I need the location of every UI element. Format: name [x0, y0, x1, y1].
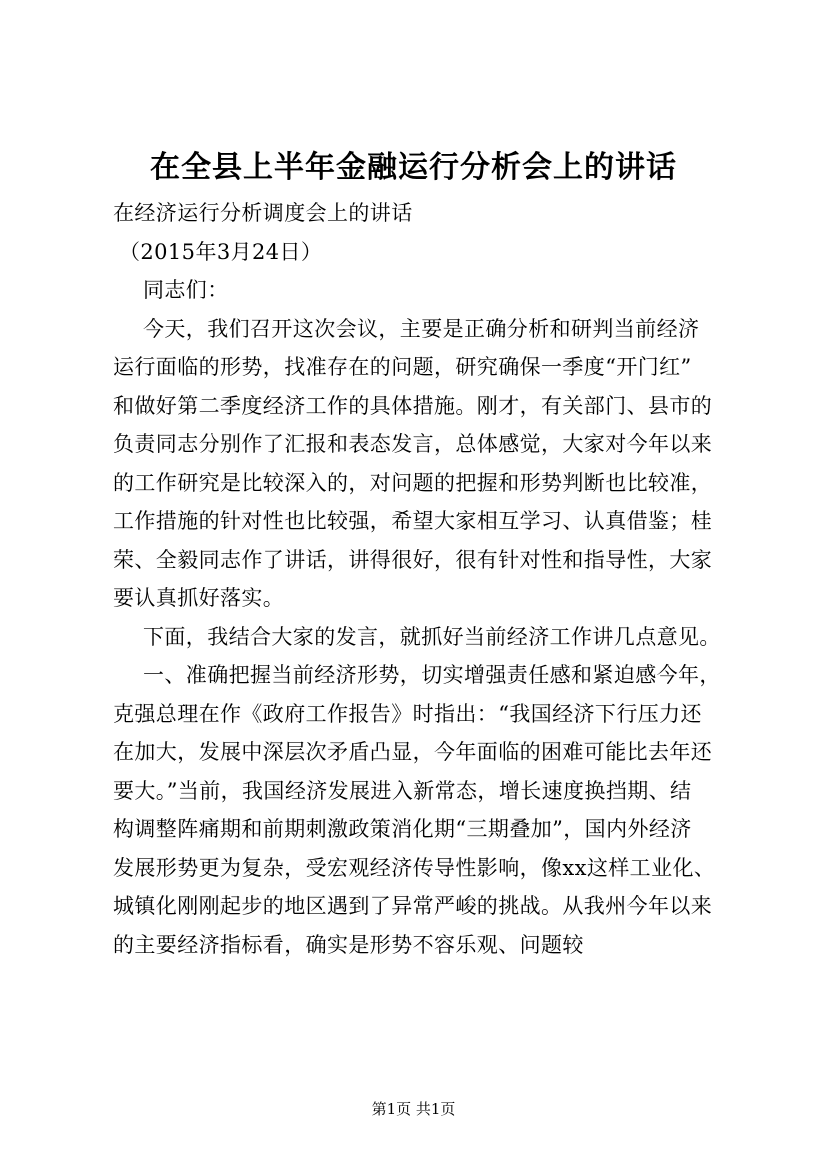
paragraph-3-line-8: 的主要经济指标看，确实是形势不容乐观、问题较: [113, 932, 584, 957]
paragraph-3-line-3: 在加大，发展中深层次矛盾凸显，今年面临的困难可能比去年还: [113, 740, 713, 764]
paragraph-1-line-2: 运行面临的形势，找准存在的问题，研究确保一季度“开门红”: [113, 355, 692, 379]
page-footer: 第1页 共1页: [371, 1100, 456, 1118]
paragraph-3-line-1: 一、准确把握当前经济形势，切实增强责任感和紧迫感今年，: [143, 663, 721, 687]
paragraph-3-line-7: 城镇化刚刚起步的地区遇到了异常严峻的挑战。从我州今年以来: [113, 894, 713, 918]
paragraph-1-line-7: 荣、全毅同志作了讲话，讲得很好，很有针对性和指导性，大家: [113, 547, 713, 572]
document-body: [113, 194, 737, 964]
subtitle-line: 在经济运行分析调度会上的讲话: [113, 201, 413, 225]
paragraph-1-line-1: 今天，我们召开这次会议，主要是正确分析和研判当前经济: [143, 316, 700, 341]
paragraph-3-line-2: 克强总理在作《政府工作报告》时指出：“我国经济下行压力还: [113, 701, 702, 726]
paragraph-3-line-6: 发展形势更为复杂，受宏观经济传导性影响，像xx这样工业化、: [113, 855, 716, 880]
paragraph-1-line-4: 负责同志分别作了汇报和表态发言，总体感觉，大家对今年以来: [113, 432, 713, 456]
paragraph-1-line-5: 的工作研究是比较深入的，对问题的把握和形势判断也比较准，: [113, 470, 713, 495]
paragraph-1-line-8: 要认真抓好落实。: [113, 586, 285, 610]
date-line: （2015年3月24日）: [119, 239, 323, 264]
paragraph-1-line-6: 工作措施的针对性也比较强，希望大家相互学习、认真借鉴；桂: [113, 509, 713, 533]
salutation-line: 同志们：: [143, 278, 229, 302]
paragraph-1-line-3: 和做好第二季度经济工作的具体措施。刚才，有关部门、县市的: [113, 393, 713, 418]
paragraph-2-line-1: 下面，我结合大家的发言，就抓好当前经济工作讲几点意见。: [143, 624, 721, 649]
document-title: 在全县上半年金融运行分析会上的讲话: [150, 150, 677, 185]
paragraph-3-line-5: 构调整阵痛期和前期刺激政策消化期“三期叠加”，国内外经济: [113, 817, 692, 841]
paragraph-3-line-4: 要大。”当前，我国经济发展进入新常态，增长速度换挡期、结: [113, 778, 692, 803]
